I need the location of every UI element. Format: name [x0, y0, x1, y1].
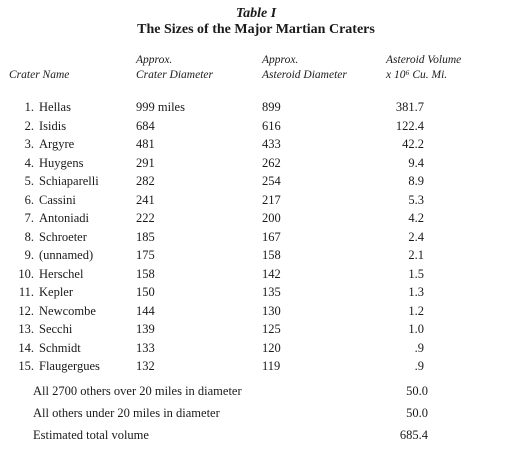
row-crater-diameter: 150 — [136, 285, 155, 299]
header-asteroid-diameter-line2: Asteroid Diameter — [262, 69, 347, 81]
row-crater-diameter: 282 — [136, 174, 155, 188]
row-asteroid-volume: 5.3 — [408, 193, 424, 207]
header-crater-diameter-line1: Approx. — [136, 54, 173, 66]
summary-volume: 50.0 — [406, 406, 428, 420]
row-number: 12. — [18, 304, 34, 318]
header-volume-line2: x 10⁶ Cu. Mi. — [386, 69, 448, 81]
row-number: 15. — [18, 359, 34, 373]
row-crater-name: Schmidt — [39, 341, 81, 355]
row-asteroid-volume: .9 — [414, 359, 424, 373]
row-asteroid-diameter: 130 — [262, 304, 281, 318]
row-number: 4. — [24, 156, 34, 170]
row-asteroid-volume: 8.9 — [408, 174, 424, 188]
row-asteroid-diameter: 433 — [262, 137, 281, 151]
table-subtitle: The Sizes of the Major Martian Craters — [137, 22, 375, 37]
row-crater-diameter: 241 — [136, 193, 155, 207]
row-crater-name: Argyre — [39, 137, 75, 151]
row-asteroid-volume: 2.4 — [408, 230, 424, 244]
row-number: 6. — [24, 193, 34, 207]
row-number: 10. — [18, 267, 34, 281]
row-asteroid-volume: 381.7 — [395, 100, 424, 114]
summary-label: All 2700 others over 20 miles in diameter — [33, 384, 242, 398]
row-crater-name: Isidis — [39, 119, 67, 133]
row-crater-name: Cassini — [39, 193, 76, 207]
row-asteroid-diameter: 254 — [262, 174, 281, 188]
row-crater-diameter: 222 — [136, 211, 155, 225]
row-number: 2. — [24, 119, 34, 133]
row-crater-diameter: 144 — [136, 304, 155, 318]
row-asteroid-diameter: 125 — [262, 322, 281, 336]
row-number: 8. — [24, 230, 34, 244]
row-crater-name: Secchi — [39, 322, 73, 336]
row-crater-diameter: 481 — [136, 137, 155, 151]
row-asteroid-volume: 4.2 — [408, 211, 424, 225]
row-crater-diameter: 132 — [136, 359, 155, 373]
row-crater-name: Kepler — [39, 285, 74, 299]
row-asteroid-volume: 1.3 — [408, 285, 424, 299]
row-number: 11. — [18, 285, 34, 299]
row-crater-diameter: 133 — [136, 341, 155, 355]
row-crater-diameter: 175 — [136, 248, 155, 262]
row-crater-diameter: 158 — [136, 267, 155, 281]
row-number: 14. — [18, 341, 34, 355]
row-asteroid-volume: 1.2 — [408, 304, 424, 318]
row-asteroid-diameter: 119 — [262, 359, 281, 373]
row-number: 9. — [24, 248, 34, 262]
row-number: 3. — [24, 137, 34, 151]
row-asteroid-diameter: 167 — [262, 230, 281, 244]
row-asteroid-diameter: 616 — [262, 119, 281, 133]
row-crater-diameter: 139 — [136, 322, 155, 336]
row-asteroid-volume: 1.0 — [408, 322, 424, 336]
row-asteroid-volume: 1.5 — [408, 267, 424, 281]
header-crater-name: Crater Name — [9, 69, 70, 81]
row-asteroid-volume: 42.2 — [402, 137, 424, 151]
row-asteroid-diameter: 120 — [262, 341, 281, 355]
header-volume-line1: Asteroid Volume — [386, 54, 462, 66]
row-crater-name: Herschel — [39, 267, 84, 281]
summary-volume: 685.4 — [399, 428, 428, 442]
row-asteroid-volume: .9 — [414, 341, 424, 355]
row-crater-diameter: 999 miles — [136, 100, 185, 114]
row-asteroid-volume: 2.1 — [408, 248, 424, 262]
row-number: 1. — [24, 100, 34, 114]
row-crater-name: Huygens — [39, 156, 84, 170]
row-asteroid-diameter: 200 — [262, 211, 281, 225]
row-crater-name: Hellas — [39, 100, 71, 114]
row-asteroid-volume: 9.4 — [408, 156, 424, 170]
table-title: Table I — [235, 6, 277, 21]
row-crater-name: Schiaparelli — [39, 174, 99, 188]
summary-volume: 50.0 — [406, 384, 428, 398]
row-asteroid-diameter: 158 — [262, 248, 281, 262]
header-crater-diameter-line2: Crater Diameter — [136, 69, 213, 81]
row-crater-name: Schroeter — [39, 230, 87, 244]
row-asteroid-diameter: 262 — [262, 156, 281, 170]
row-crater-name: Flaugergues — [39, 359, 100, 373]
row-number: 7. — [24, 211, 34, 225]
row-crater-diameter: 684 — [136, 119, 155, 133]
row-number: 5. — [24, 174, 34, 188]
summary-label: All others under 20 miles in diameter — [33, 406, 220, 420]
row-crater-name: Antoniadi — [39, 211, 89, 225]
row-crater-diameter: 185 — [136, 230, 155, 244]
row-number: 13. — [18, 322, 34, 336]
row-asteroid-volume: 122.4 — [395, 119, 424, 133]
row-crater-name: Newcombe — [39, 304, 96, 318]
row-crater-diameter: 291 — [136, 156, 155, 170]
row-crater-name: (unnamed) — [39, 248, 94, 262]
row-asteroid-diameter: 135 — [262, 285, 281, 299]
summary-label: Estimated total volume — [33, 428, 149, 442]
row-asteroid-diameter: 899 — [262, 100, 281, 114]
row-asteroid-diameter: 217 — [262, 193, 281, 207]
header-asteroid-diameter-line1: Approx. — [262, 54, 299, 66]
row-asteroid-diameter: 142 — [262, 267, 281, 281]
